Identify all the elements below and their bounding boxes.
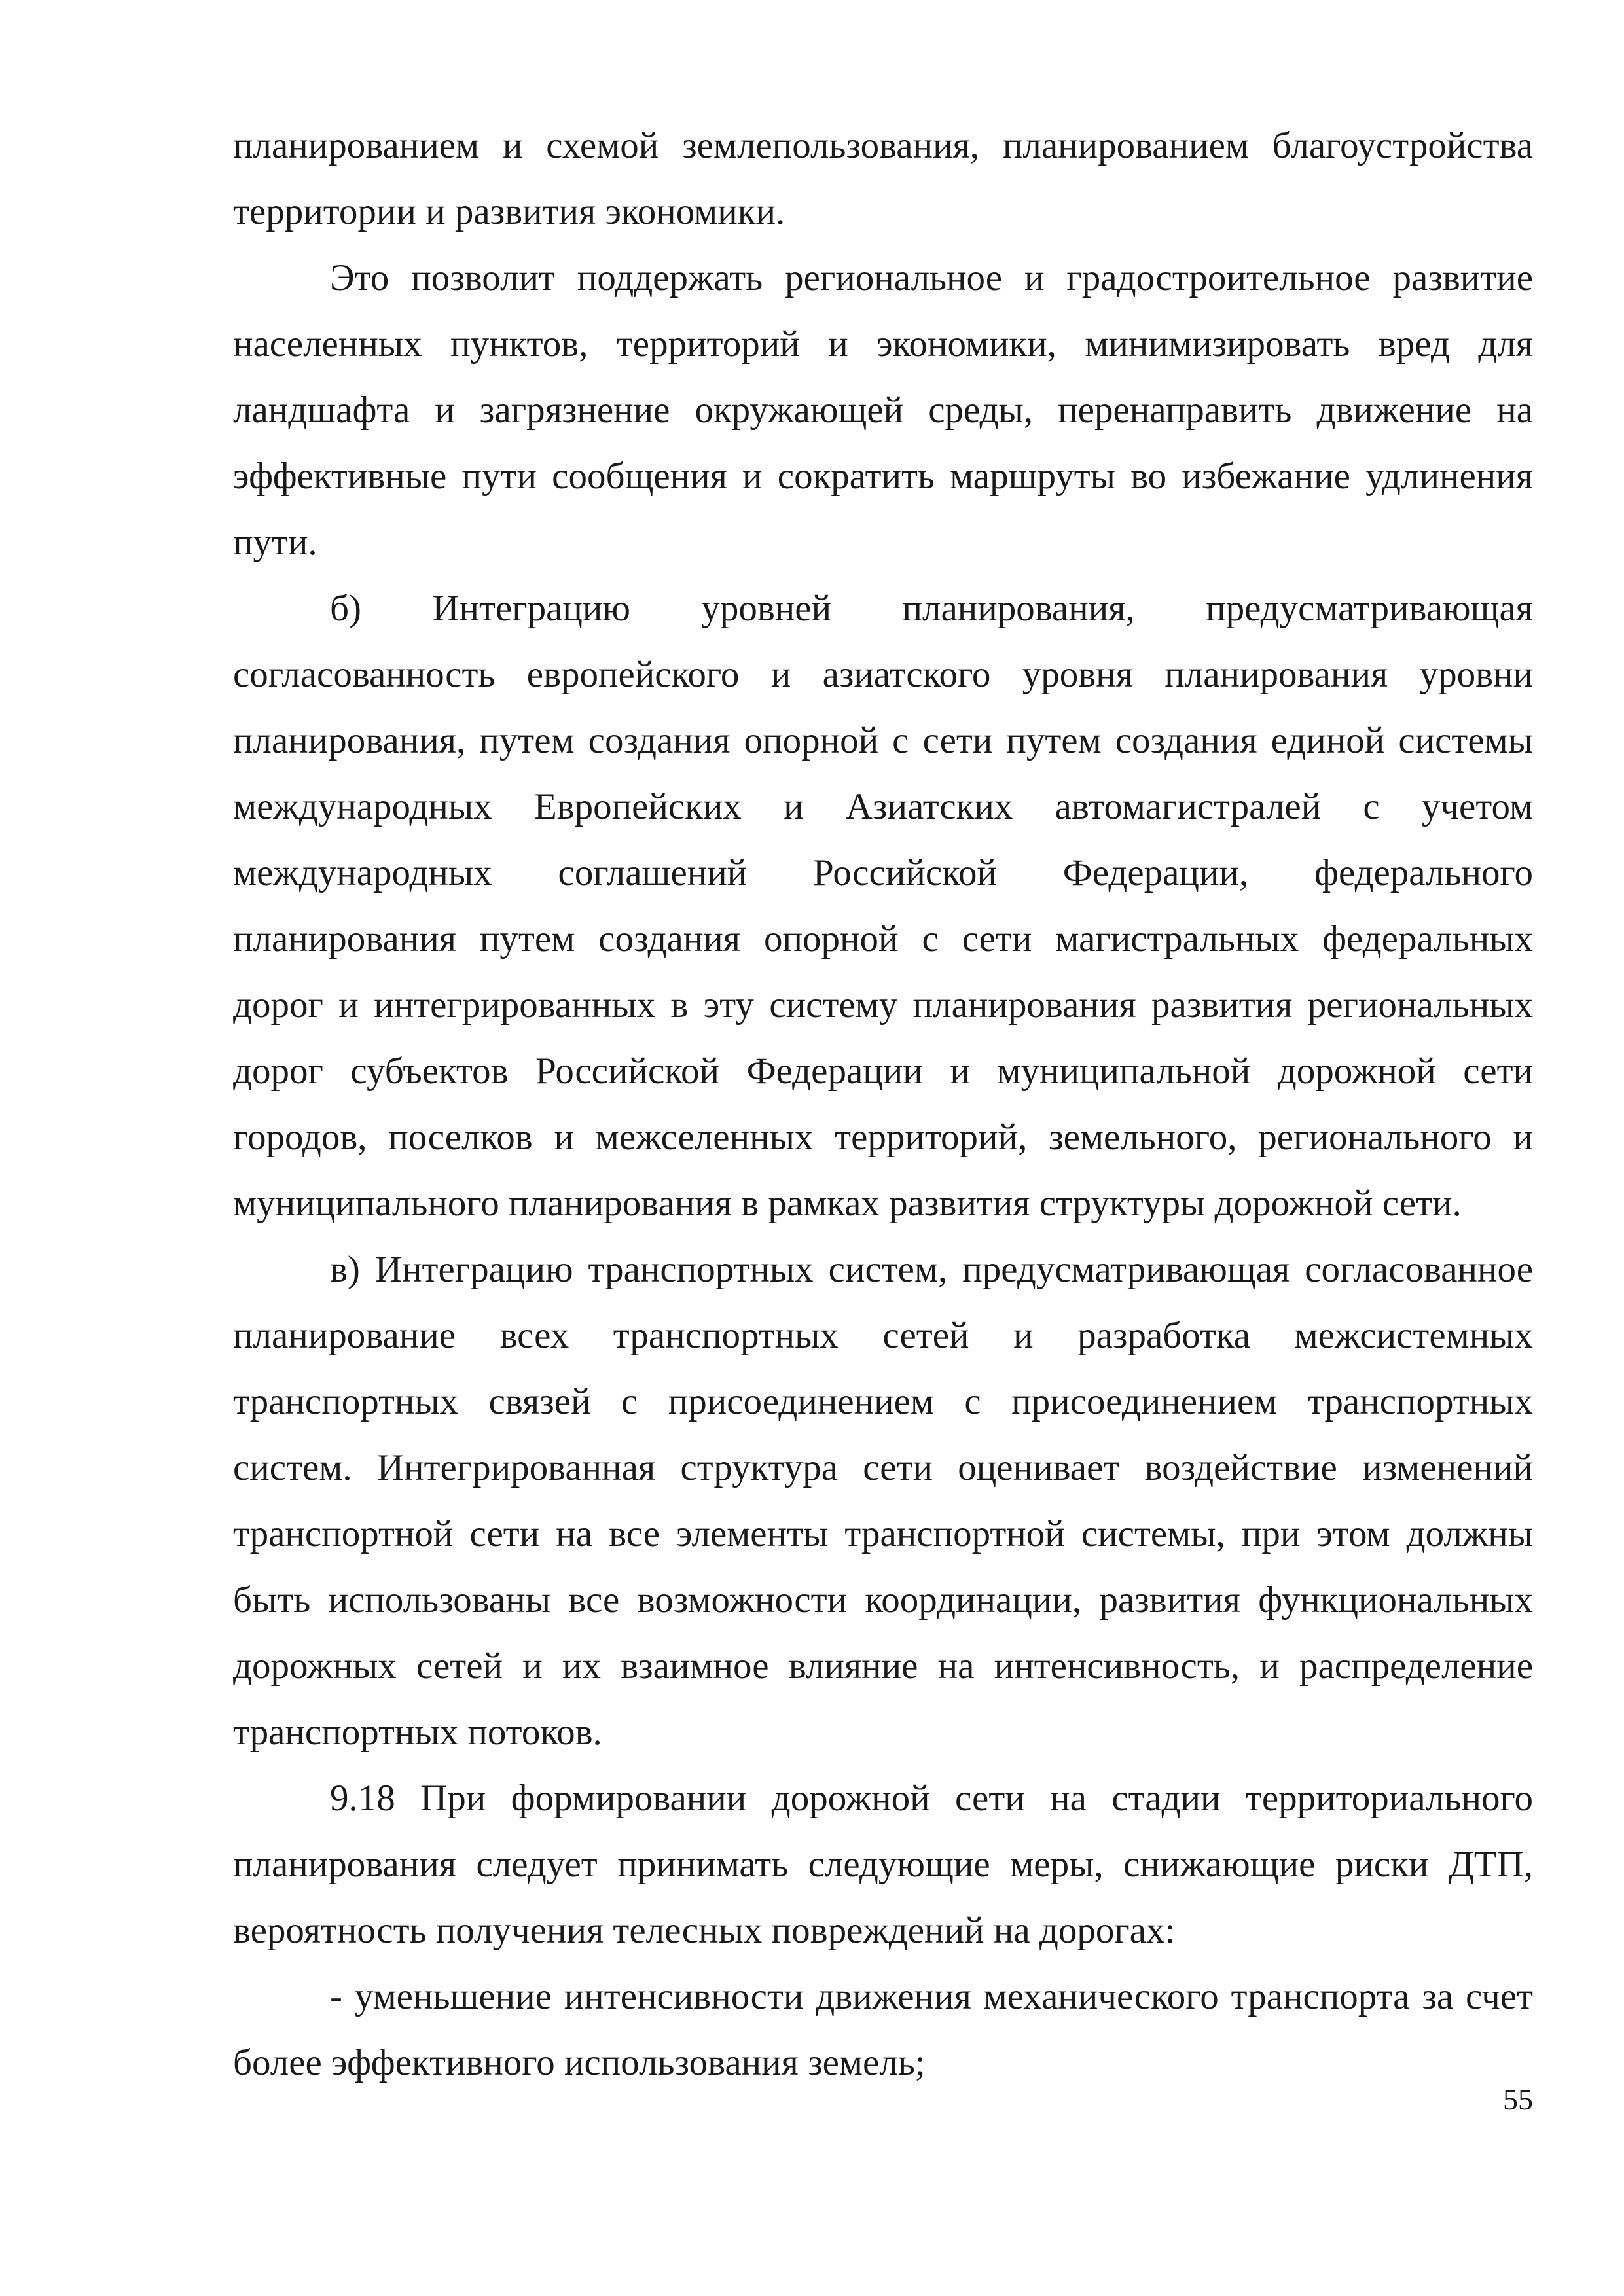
paragraph-item-b: б) Интеграцию уровней планирования, предусматривающая согласованность европейского и азиатского уровня планирования уровни планирования, путем создания опорной с сети путем создания единой системы международных Европейских и Азиатских автомагистралей с учетом международных соглашений Российской Федерации, федерального планирования путем создания опорной с сети магистральных федеральных дорог и интегрированных в эту систему планирования развития региональных дорог субъектов Российской Федерации и муниципальной дорожной сети городов, поселков и межселенных территорий, земельного, регионального и муниципального планирования в рамках развития структуры дорожной сети. xyxy=(233,588,1533,1224)
paragraph-benefits: Это позволит поддержать региональное и градостроительное развитие населенных пунктов, территорий и экономики, минимизировать вред для ландшафта и загрязнение окружающей среды, перенаправить движение на эффективные пути сообщения и сократить маршруты во избежание удлинения пути. xyxy=(233,257,1533,563)
paragraph-section-9-18: 9.18 При формировании дорожной сети на стадии территориального планирования следует принимать следующие меры, снижающие риски ДТП, вероятность получения телесных повреждений на дорогах: xyxy=(233,1778,1533,1951)
paragraph-intro-continuation: планированием и схемой землепользования, планированием благоустройства территории и развития экономики. xyxy=(233,125,1533,232)
document-page xyxy=(233,113,1533,2096)
paragraph-bullet-1: - уменьшение интенсивности движения механического транспорта за счет более эффективного использования земель; xyxy=(233,1976,1533,2083)
page-number: 55 xyxy=(1503,2083,1533,2116)
paragraph-item-v: в) Интеграцию транспортных систем, предусматривающая согласованное планирование всех транспортных сетей и разработка межсистемных транспортных связей с присоединением с присоединением транспортных систем. Интегрированная структура сети оценивает воздействие изменений транспортной сети на все элементы транспортной системы, при этом должны быть использованы все возможности координации, развития функциональных дорожных сетей и их взаимное влияние на интенсивность, и распределение транспортных потоков. xyxy=(233,1249,1533,1753)
